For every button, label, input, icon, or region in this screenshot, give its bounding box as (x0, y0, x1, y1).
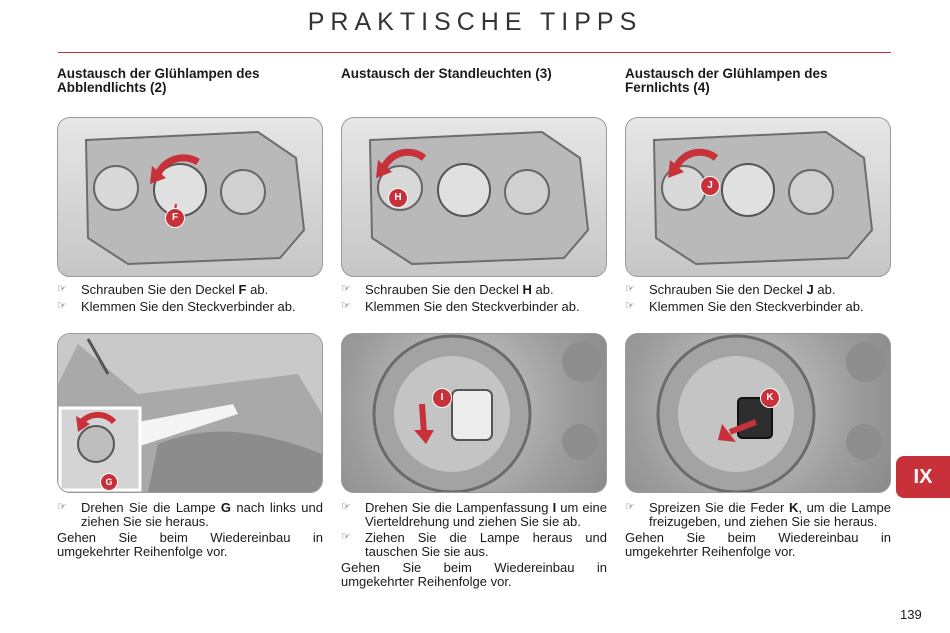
reassembly-note: Gehen Sie beim Wiedereinbau in umgekehrter Reihenfolge vor. (625, 530, 891, 559)
hand-pointer-icon: ☞ (625, 501, 635, 513)
column-sidelights (341, 66, 607, 589)
label-marker: F (165, 208, 185, 228)
hand-pointer-icon: ☞ (341, 283, 351, 295)
instruction-item: ☞ Drehen Sie die Lampe G nach links und ziehen Sie sie heraus. (57, 500, 323, 529)
reassembly-note: Gehen Sie beim Wiedereinbau in umgekehrter Reihenfolge vor. (57, 530, 323, 559)
instruction-item: ☞ Klemmen Sie den Steckverbinder ab. (57, 298, 296, 314)
instruction-item: ☞ Klemmen Sie den Steckverbinder ab. (625, 298, 864, 314)
page-title: PRAKTISCHE TIPPS (307, 8, 643, 36)
hand-pointer-icon: ☞ (57, 501, 67, 513)
label-marker: K (760, 388, 780, 408)
instruction-item: ☞ Ziehen Sie die Lampe heraus und tauschen Sie sie aus. (341, 530, 607, 559)
headlamp-rear-illustration (341, 117, 607, 277)
instructions-bottom (625, 501, 891, 558)
instructions-top (57, 283, 323, 316)
column-low-beam (57, 66, 323, 559)
hand-pointer-icon: ☞ (57, 299, 67, 312)
column-high-beam (625, 66, 891, 559)
page-number: 139 (900, 607, 922, 622)
label-marker: H (388, 188, 408, 208)
instructions-top (625, 283, 891, 316)
instruction-item: ☞ Schrauben Sie den Deckel F ab. (57, 282, 269, 297)
label-marker: I (432, 388, 452, 408)
hand-pointer-icon: ☞ (341, 531, 351, 543)
section-title: Austausch der Standleuchten (3) (341, 66, 552, 81)
instruction-item: ☞ Drehen Sie die Lampenfassung I um eine Vierteldrehung und ziehen Sie sie ab. (341, 500, 607, 529)
label-marker: G (100, 473, 118, 491)
bulb-spring-illustration (625, 333, 891, 493)
bulb-holder-illustration (341, 333, 607, 493)
title-rule (58, 52, 891, 53)
section-title: Austausch der Glühlampen des Abblendlichts (2) (57, 66, 260, 95)
headlamp-rear-illustration (57, 117, 323, 277)
hand-pointer-icon: ☞ (625, 299, 635, 312)
instructions-bottom (57, 501, 323, 558)
label-marker: J (700, 176, 720, 196)
instructions-bottom (341, 501, 607, 588)
hand-pointer-icon: ☞ (625, 283, 635, 295)
reassembly-note: Gehen Sie beim Wiedereinbau in umgekehrter Reihenfolge vor. (341, 560, 607, 589)
engine-bay-illustration (57, 333, 323, 493)
headlamp-rear-illustration (625, 117, 891, 277)
hand-pointer-icon: ☞ (341, 299, 351, 312)
instruction-item: ☞ Schrauben Sie den Deckel H ab. (341, 282, 554, 297)
section-title: Austausch der Glühlampen des Fernlichts (4) (625, 66, 828, 95)
instruction-item: ☞ Klemmen Sie den Steckverbinder ab. (341, 298, 580, 314)
instruction-item: ☞ Spreizen Sie die Feder K, um die Lampe freizugeben, und ziehen Sie sie heraus. (625, 500, 891, 529)
instructions-top (341, 283, 607, 316)
hand-pointer-icon: ☞ (57, 283, 67, 295)
instruction-item: ☞ Schrauben Sie den Deckel J ab. (625, 282, 836, 297)
hand-pointer-icon: ☞ (341, 501, 351, 513)
chapter-tab: IX (896, 456, 950, 498)
